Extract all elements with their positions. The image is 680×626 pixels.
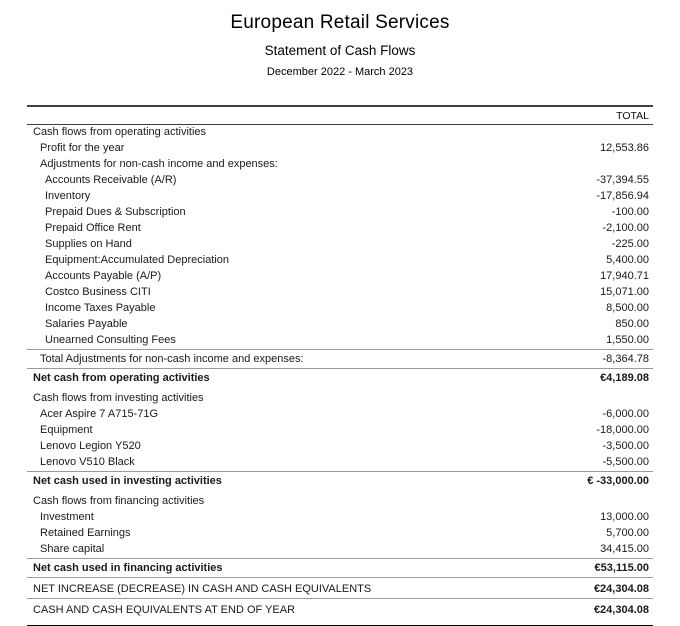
table-row xyxy=(27,455,653,471)
table-row xyxy=(27,598,653,619)
row-value: 13,000.00 xyxy=(600,511,649,523)
table-row xyxy=(27,237,653,253)
table-body xyxy=(27,125,653,619)
row-value: -37,394.55 xyxy=(596,174,649,186)
table-row xyxy=(27,157,653,173)
report-period: December 2022 - March 2023 xyxy=(266,66,414,78)
row-label: Salaries Payable xyxy=(45,318,128,330)
table-row xyxy=(27,125,653,141)
row-label: Profit for the year xyxy=(40,142,125,154)
row-value: 850.00 xyxy=(615,318,649,330)
row-label: Prepaid Dues & Subscription xyxy=(45,206,186,218)
table-row xyxy=(27,526,653,542)
table-row xyxy=(27,189,653,205)
report-header xyxy=(0,0,680,78)
row-label: Income Taxes Payable xyxy=(45,302,156,314)
row-value: 5,400.00 xyxy=(606,254,649,266)
row-value: €53,115.00 xyxy=(594,562,649,574)
row-label: Share capital xyxy=(40,543,105,555)
row-value: -2,100.00 xyxy=(602,222,649,234)
table-row xyxy=(27,510,653,526)
row-label: Inventory xyxy=(45,190,91,202)
table-row xyxy=(27,253,653,269)
table-row xyxy=(27,391,653,407)
row-label: Acer Aspire 7 A715-71G xyxy=(40,408,159,420)
table-row xyxy=(27,471,653,490)
row-label: Cash flows from investing activities xyxy=(33,392,204,404)
row-label: Lenovo Legion Y520 xyxy=(40,440,141,452)
table-row xyxy=(27,141,653,157)
row-value: -6,000.00 xyxy=(602,408,649,420)
row-value: €24,304.08 xyxy=(593,604,649,616)
table-row xyxy=(27,439,653,455)
row-label: Prepaid Office Rent xyxy=(45,222,141,234)
table-row xyxy=(27,558,653,577)
table-row xyxy=(27,269,653,285)
row-value: 5,700.00 xyxy=(606,527,649,539)
row-value: -5,500.00 xyxy=(602,456,649,468)
report-table xyxy=(27,105,653,626)
table-row xyxy=(27,577,653,598)
row-label: Retained Earnings xyxy=(40,527,131,539)
company-name: European Retail Services xyxy=(230,12,450,33)
row-label: Accounts Payable (A/P) xyxy=(45,270,162,282)
row-label: Unearned Consulting Fees xyxy=(45,334,176,346)
row-value: -18,000.00 xyxy=(596,424,649,436)
table-row xyxy=(27,368,653,387)
row-label: Total Adjustments for non-cash income and expenses: xyxy=(40,353,304,365)
row-value: -17,856.94 xyxy=(596,190,649,202)
row-value: -8,364.78 xyxy=(602,353,649,365)
row-label: CASH AND CASH EQUIVALENTS AT END OF YEAR xyxy=(33,604,296,616)
row-label: Cash flows from operating activities xyxy=(33,126,207,138)
row-label: Net cash from operating activities xyxy=(33,372,210,384)
row-label: Cash flows from financing activities xyxy=(33,495,205,507)
row-value: €4,189.08 xyxy=(600,372,649,384)
table-row xyxy=(27,349,653,368)
row-value: 8,500.00 xyxy=(606,302,649,314)
table-row xyxy=(27,205,653,221)
report-title: Statement of Cash Flows xyxy=(264,43,416,58)
row-label: Net cash used in investing activities xyxy=(33,475,222,487)
row-value: -100.00 xyxy=(611,206,649,218)
table-row xyxy=(27,542,653,558)
row-label: Equipment xyxy=(40,424,93,436)
row-value: 12,553.86 xyxy=(600,142,649,154)
row-label: Equipment:Accumulated Depreciation xyxy=(45,254,230,266)
table-row xyxy=(27,423,653,439)
row-value: € -33,000.00 xyxy=(587,475,649,487)
row-label: Costco Business CITI xyxy=(45,286,151,298)
table-column-header-row xyxy=(27,105,653,125)
row-value: €24,304.08 xyxy=(593,583,649,595)
table-row xyxy=(27,285,653,301)
row-value: 15,071.00 xyxy=(600,286,649,298)
table-row xyxy=(27,407,653,423)
table-row xyxy=(27,333,653,349)
table-row xyxy=(27,301,653,317)
row-label: NET INCREASE (DECREASE) IN CASH AND CASH EQUIVALENTS xyxy=(33,583,372,595)
row-label: Accounts Receivable (A/R) xyxy=(45,174,177,186)
table-row xyxy=(27,494,653,510)
table-row xyxy=(27,173,653,189)
row-value: 17,940.71 xyxy=(600,270,649,282)
row-label: Investment xyxy=(40,511,94,523)
table-row xyxy=(27,317,653,333)
row-label: Supplies on Hand xyxy=(45,238,132,250)
table-row xyxy=(27,221,653,237)
row-value: 1,550.00 xyxy=(606,334,649,346)
row-value: -225.00 xyxy=(611,238,649,250)
row-label: Adjustments for non-cash income and expenses: xyxy=(40,158,278,170)
row-label: Lenovo V510 Black xyxy=(40,456,135,468)
row-value: -3,500.00 xyxy=(602,440,649,452)
row-value: 34,415.00 xyxy=(600,543,649,555)
column-header-total: TOTAL xyxy=(616,109,649,122)
row-label: Net cash used in financing activities xyxy=(33,562,223,574)
